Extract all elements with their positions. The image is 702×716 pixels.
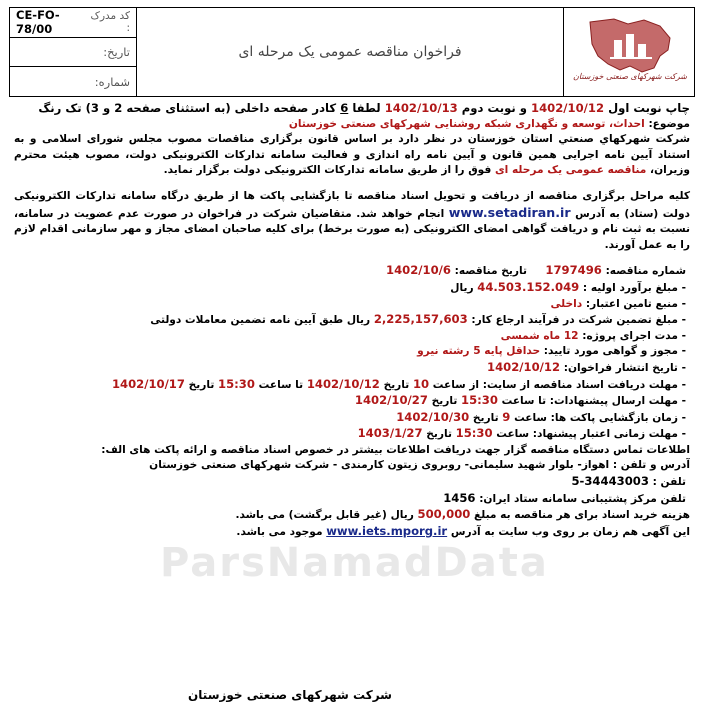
date-cell xyxy=(10,38,136,68)
phone-label: تلفن : xyxy=(652,476,686,489)
address-text: آدرس و تلفن : اهواز- بلوار شهید سلیمانی- روبروی زیتون کارمندی - شرکت شهرکهای صنعتی خوزستان xyxy=(149,459,690,472)
document-title: فراخوان مناقصه عمومی یک مرحله ای xyxy=(238,44,462,60)
intro-text-2: فوق را از طریق سامانه تدارکات الکترونیکی دولت برگزار نماید. xyxy=(163,164,492,177)
support-phone-value: 1456 xyxy=(443,490,476,505)
procedure-text-1: کلیه مراحل برگزاری مناقصه از دریافت و تحویل اسناد مناقصه تا بازگشایی پاکت ها از طریق درگاه سامانه تدارکات الکترونیکی دولت (ستاد) به آدرس xyxy=(14,189,690,220)
open-date: 1402/10/30 xyxy=(396,409,470,424)
iets-link[interactable]: www.iets.mporg.ir xyxy=(326,523,448,538)
guarantee-label: - مبلغ تضمین شرکت در فرآیند ارجاع کار: xyxy=(471,314,686,327)
print-first-label: چاپ نوبت اول xyxy=(608,101,690,115)
tender-number-label: شماره مناقصه: xyxy=(605,265,686,278)
credit-source-value: داخلی xyxy=(550,297,583,310)
opening-time-row xyxy=(14,410,690,427)
open-hour: 9 xyxy=(502,409,511,424)
contact-info-text: اطلاعات تماس دستگاه مناقصه گزار جهت دریافت اطلاعات بیشتر در خصوص اسناد مناقصه و ارائه پاکت های الف: xyxy=(101,443,690,456)
receive-end-hour: 15:30 xyxy=(218,376,255,391)
company-logo xyxy=(564,8,694,96)
company-map-logo-icon xyxy=(584,16,676,74)
receive-until-word: تا ساعت xyxy=(258,378,304,391)
tender-number-value: 1797496 xyxy=(545,263,602,278)
print-first-date: 1402/10/12 xyxy=(531,101,605,115)
credit-source-label: - منبع تامین اعتبار: xyxy=(585,297,686,310)
fee-value: 500,000 xyxy=(417,507,471,522)
document-code-cell xyxy=(10,8,136,38)
site-text-1: این آگهی هم زمان بر روی وب سایت به آدرس xyxy=(450,525,690,538)
validity-date-word: تاریخ xyxy=(426,428,452,441)
validity-row xyxy=(14,426,690,443)
support-phone-label: تلفن مرکز پشتیبانی سامانه ستاد ایران: xyxy=(479,492,686,505)
document-code-label: کد مدرک : xyxy=(90,10,130,35)
tender-details-list xyxy=(14,263,690,443)
intro-text-1: شرکت شهرکهاي صنعتي استان خوزستان در نظر دارد بر اساس قانون برگزاری مناقصات مصوب مجلس شورای اسلامی و به استناد آیین نامه اجرایی همین قانون و آیین نامه راه اندازی و فعالیت سامانه تدارکات الکترونیکی دولت، مصوب هیئت محترم وزیران، xyxy=(14,133,690,177)
guarantee-tail: ریال طبق آیین نامه تضمین معاملات دولتی xyxy=(150,314,371,327)
duration-value: 12 ماه شمسی xyxy=(500,329,579,342)
header-meta-column xyxy=(10,8,137,96)
duration-row xyxy=(14,329,690,345)
print-please: لطفا xyxy=(352,101,381,115)
duration-label: - مدت اجرای پروژه: xyxy=(582,329,686,342)
validity-hour: 15:30 xyxy=(455,426,493,441)
open-label: - زمان بازگشایی پاکت ها: ساعت xyxy=(514,411,686,424)
contact-info-line xyxy=(14,443,690,459)
address-line xyxy=(14,458,690,474)
guarantee-value: 2,225,157,603 xyxy=(373,312,468,327)
tender-date-label: تاریخ مناقصه: xyxy=(454,265,527,278)
support-phone-line xyxy=(14,491,690,508)
send-date: 1402/10/27 xyxy=(354,393,428,408)
receive-date-word-1: تاریخ xyxy=(383,378,410,391)
send-label: - مهلت ارسال پیشنهادات: تا ساعت xyxy=(501,395,686,408)
header-title-cell xyxy=(137,8,564,96)
publish-date-label: - تاریخ انتشار فراخوان: xyxy=(563,361,686,374)
footer-company-name: شرکت شهرکهای صنعتی خوزستان xyxy=(188,688,392,702)
notice-body xyxy=(14,101,690,540)
watermark: ParsNamadData xyxy=(160,540,549,586)
procedure-paragraph xyxy=(14,189,690,253)
guarantee-row xyxy=(14,312,690,329)
logo-caption: شرکت شهرکهای صنعتی خوزستان xyxy=(573,72,687,81)
document-fee-line xyxy=(14,507,690,524)
estimate-value: 44.503.152.049 xyxy=(477,279,580,294)
fee-text-1: هزینه خرید اسناد برای هر مناقصه به مبلغ xyxy=(474,509,690,522)
intro-paragraph xyxy=(14,132,690,179)
credit-source-row xyxy=(14,297,690,313)
estimate-row xyxy=(14,280,690,297)
phone-line xyxy=(14,474,690,491)
license-row xyxy=(14,344,690,360)
date-label: تاریخ: xyxy=(103,45,130,59)
send-hour: 15:30 xyxy=(461,393,498,408)
print-instruction-line xyxy=(14,101,690,117)
phone-value: 5-34443003 xyxy=(571,474,649,489)
setad-link[interactable]: www.setadiran.ir xyxy=(448,204,571,220)
document-header xyxy=(9,7,695,97)
receive-label: - مهلت دریافت اسناد مناقصه از سایت: از ساعت xyxy=(432,378,686,391)
validity-label: - مهلت زمانی اعتبار پیشنهاد: ساعت xyxy=(496,428,686,441)
print-second-date: 1402/10/13 xyxy=(384,101,458,115)
intro-tender-type: مناقصه عمومی یک مرحله ای xyxy=(494,164,647,177)
publish-date-value: 1402/10/12 xyxy=(487,359,561,374)
site-text-2: موجود می باشد. xyxy=(236,525,323,538)
estimate-unit: ریال xyxy=(450,281,474,294)
receive-start-date: 1402/10/12 xyxy=(306,376,380,391)
send-date-word: تاریخ xyxy=(431,395,458,408)
print-instruction-tail: کادر صفحه داخلی (به استثنای صفحه 2 و 3) تک رنگ xyxy=(38,101,337,115)
document-receive-row xyxy=(14,377,690,394)
receive-date-word-2: تاریخ xyxy=(188,378,215,391)
tender-date-value: 1402/10/6 xyxy=(386,263,451,278)
subject-line xyxy=(14,117,690,133)
procedure-text-2: انجام خواهد شد. متقاضیان شرکت در فراخوان در صورت عدم عضویت در سامانه، نسبت به ثبت نام و دریافت گواهی امضای الکترونیکی (به صورت برخط) برای کلیه صاحبان امضای مجاز و مهر سازمانی اقدام لازم را به عمل آورند. xyxy=(14,207,690,251)
receive-end-date: 1402/10/17 xyxy=(111,376,185,391)
subject-value: احداث، توسعه و نگهداری شبکه روشنایی شهرکهای صنعتی خوزستان xyxy=(288,117,645,130)
validity-date: 1403/1/27 xyxy=(357,426,423,441)
publish-date-row xyxy=(14,360,690,377)
number-label: شماره: xyxy=(94,74,130,89)
print-second-label: و نوبت دوم xyxy=(461,101,527,115)
subject-label: موضوع: xyxy=(648,117,690,130)
document-code-value: CE-FO-78/00 xyxy=(16,8,60,37)
license-value: حداقل پایه 5 رشته نیرو xyxy=(417,345,541,358)
print-box-number: 6 xyxy=(340,101,349,115)
fee-text-2: ریال (غیر قابل برگشت) می باشد. xyxy=(235,509,414,522)
submission-deadline-row xyxy=(14,393,690,410)
license-label: - مجوز و گواهی مورد تایید: xyxy=(543,345,686,358)
open-date-word: تاریخ xyxy=(472,411,499,424)
estimate-label: - مبلغ برآورد اولیه : xyxy=(582,281,686,294)
number-cell xyxy=(10,67,136,96)
receive-start-hour: 10 xyxy=(412,376,430,391)
tender-number-row xyxy=(14,263,690,280)
website-line xyxy=(14,524,690,541)
